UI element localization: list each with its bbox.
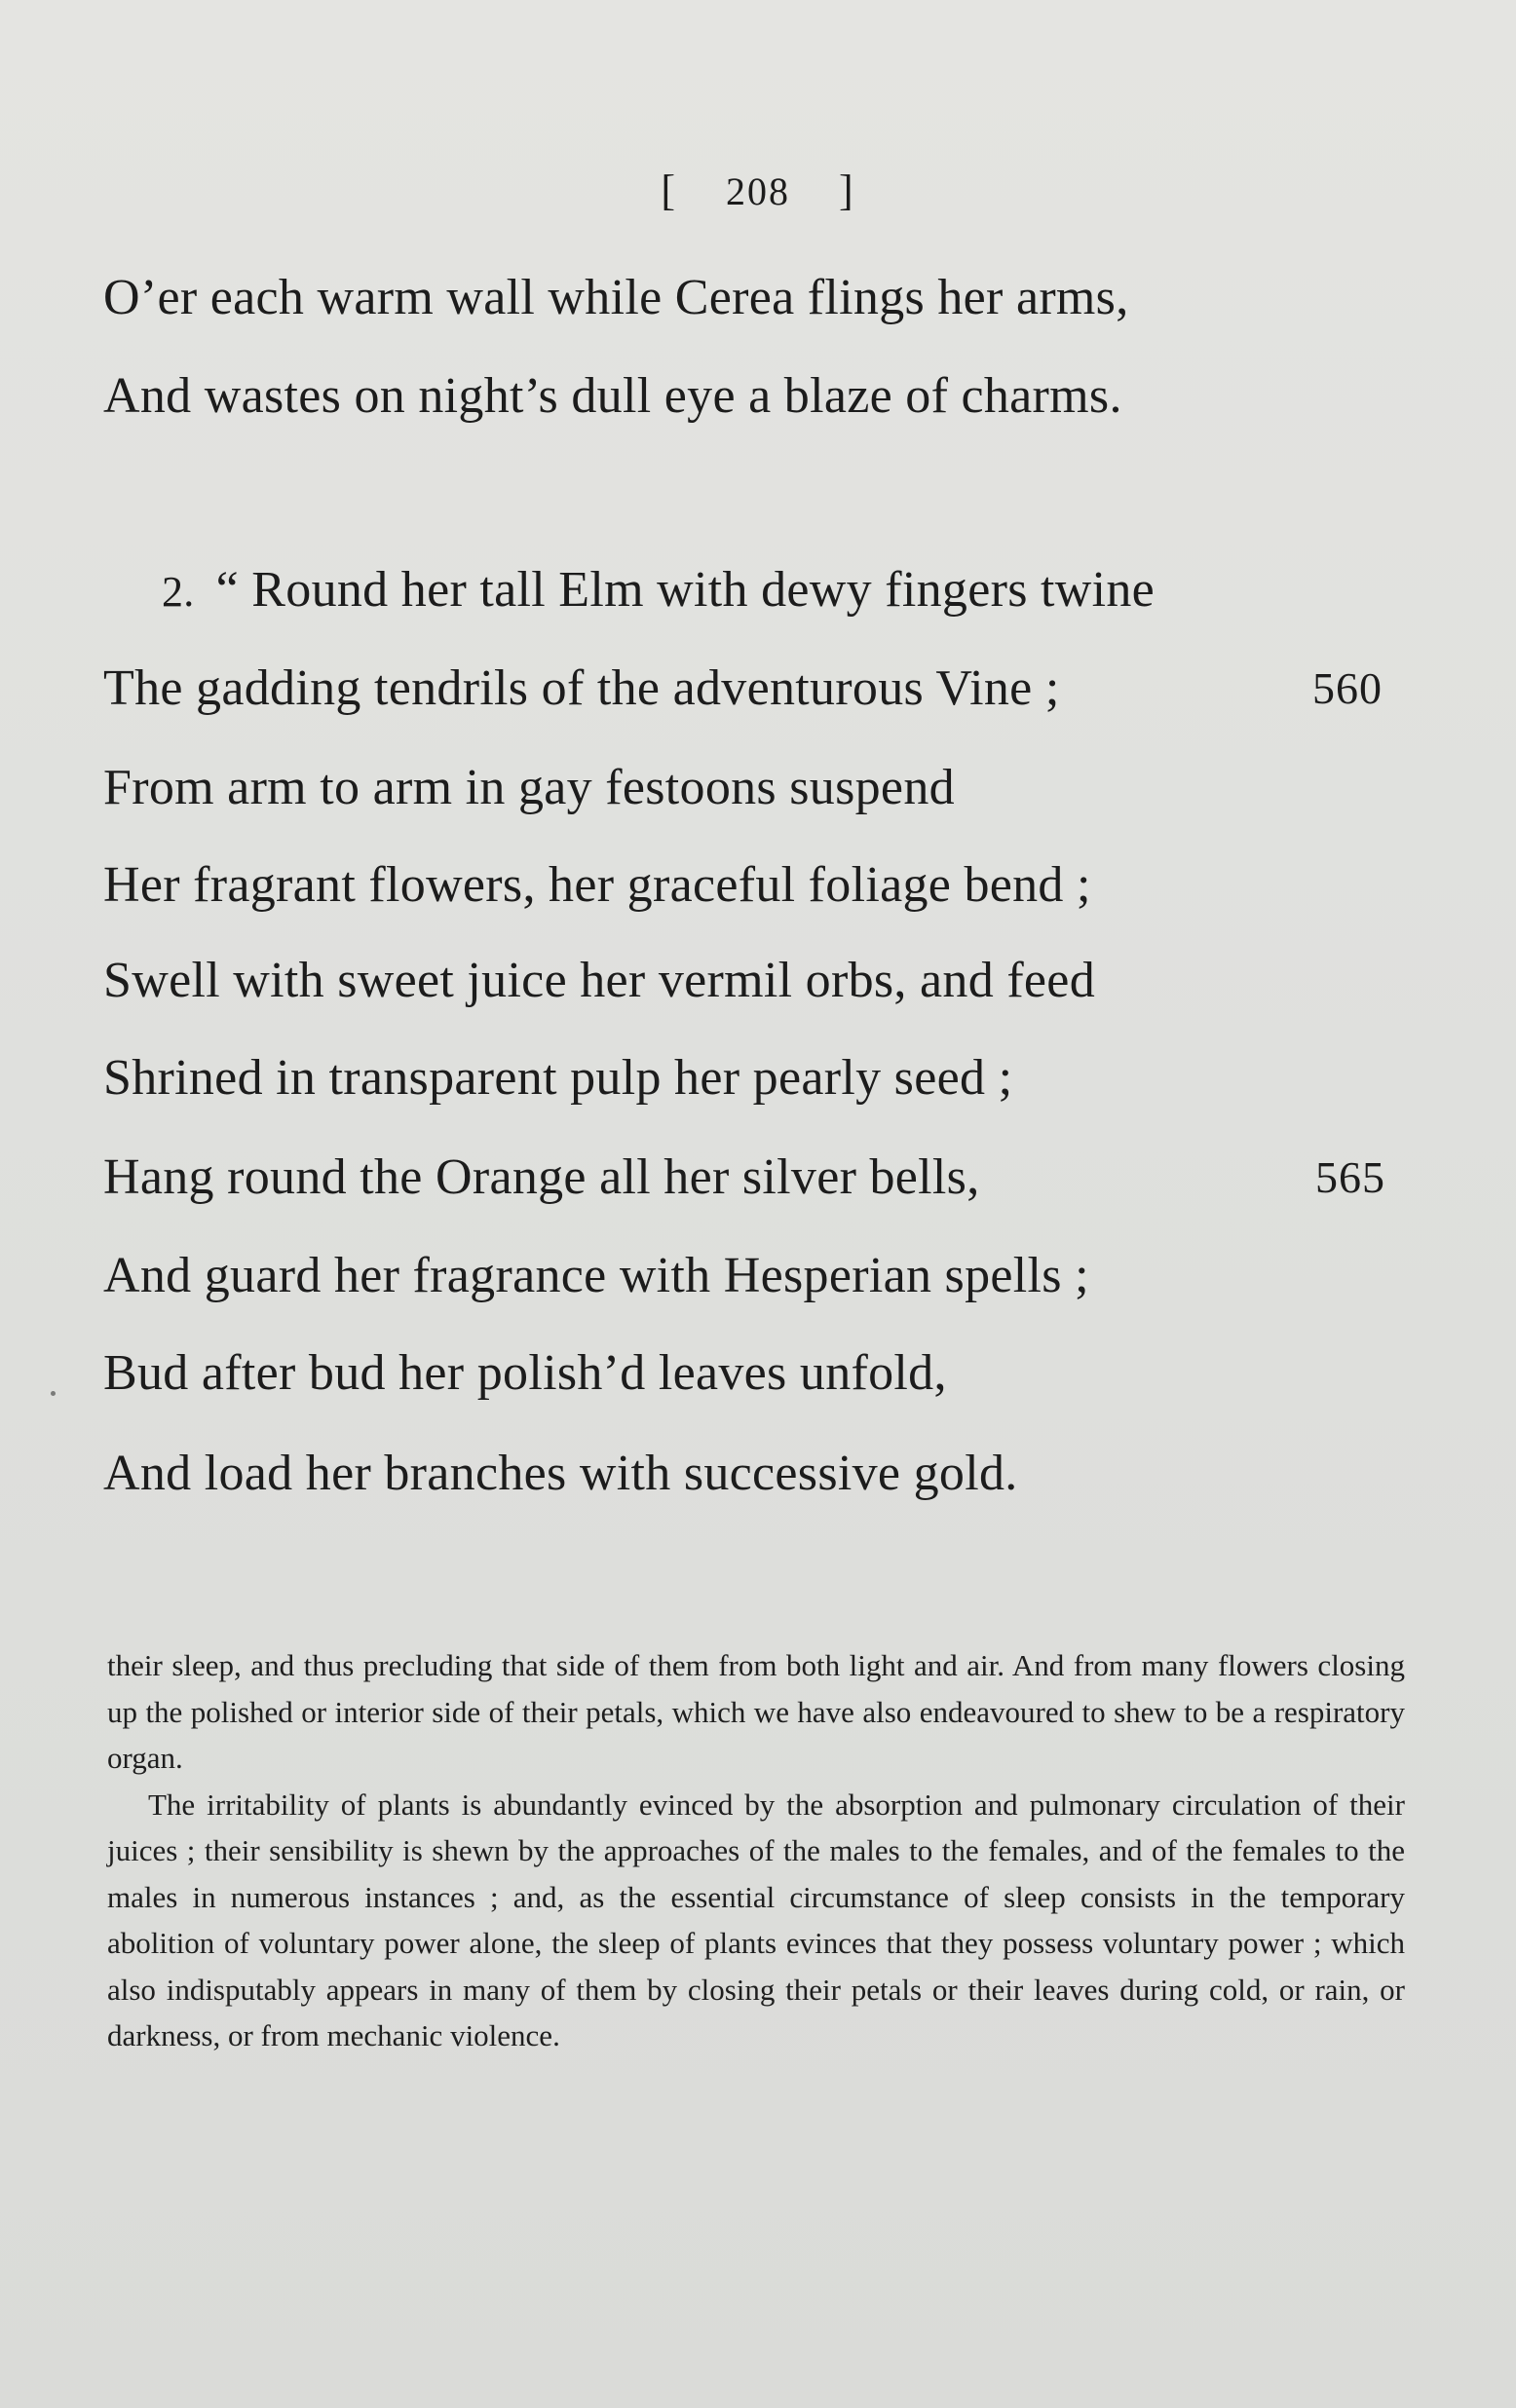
verse-line-6: Her fragrant flowers, her graceful foliage bend ;	[103, 857, 1091, 913]
page-header	[0, 166, 1516, 215]
verse-line-11: Bud after bud her polish’d leaves unfold,	[103, 1345, 947, 1401]
ink-speck	[51, 1391, 56, 1396]
verse-line-9: Hang round the Orange all her silver bells,	[103, 1149, 980, 1205]
footnote-paragraph-1: their sleep, and thus precluding that side of them from both light and air. And from many flowers closing up the polished or interior side of their petals, which we have also endeavoured to shew to be a respiratory organ.	[107, 1648, 1405, 1775]
footnote-paragraph-2: The irritability of plants is abundantly evinced by the absorption and pulmonary circulation of their juices ; their sensibility is shewn by the approaches of the males to the females, and of the females to the males in numerous instances ; and, as the essential circumstance of sleep consists in the temporary abolition of voluntary power alone, the sleep of plants evinces that they possess voluntary power ; which also indisputably appears in many of them by closing their petals or their leaves during cold, or rain, or darkness, or from mechanic violence.	[107, 1787, 1405, 2052]
line-number-565: 565	[1315, 1152, 1385, 1202]
verse-line-12: And load her branches with successive gold.	[103, 1446, 1018, 1501]
verse-line-7: Swell with sweet juice her vermil orbs, and feed	[103, 953, 1095, 1008]
page-number: 208	[726, 169, 790, 213]
right-bracket: ]	[839, 167, 855, 214]
verse-line-3: 2. “ Round her tall Elm with dewy fingers twine	[162, 562, 1156, 618]
verse-line-10: And guard her fragrance with Hesperian spells ;	[103, 1248, 1089, 1303]
verse-line-8: Shrined in transparent pulp her pearly seed ;	[103, 1050, 1013, 1106]
stanza-number: 2.	[162, 568, 195, 616]
footnote-text	[107, 1642, 1405, 2059]
verse-line-4: The gadding tendrils of the adventurous Vine ;	[103, 660, 1060, 716]
verse-line-2: And wastes on night’s dull eye a blaze of charms.	[103, 368, 1122, 424]
verse-line-1: O’er each warm wall while Cerea flings her arms,	[103, 270, 1129, 325]
line-number-560: 560	[1312, 663, 1383, 713]
left-bracket: [	[661, 167, 677, 214]
verse-line-5: From arm to arm in gay festoons suspend	[103, 760, 955, 815]
